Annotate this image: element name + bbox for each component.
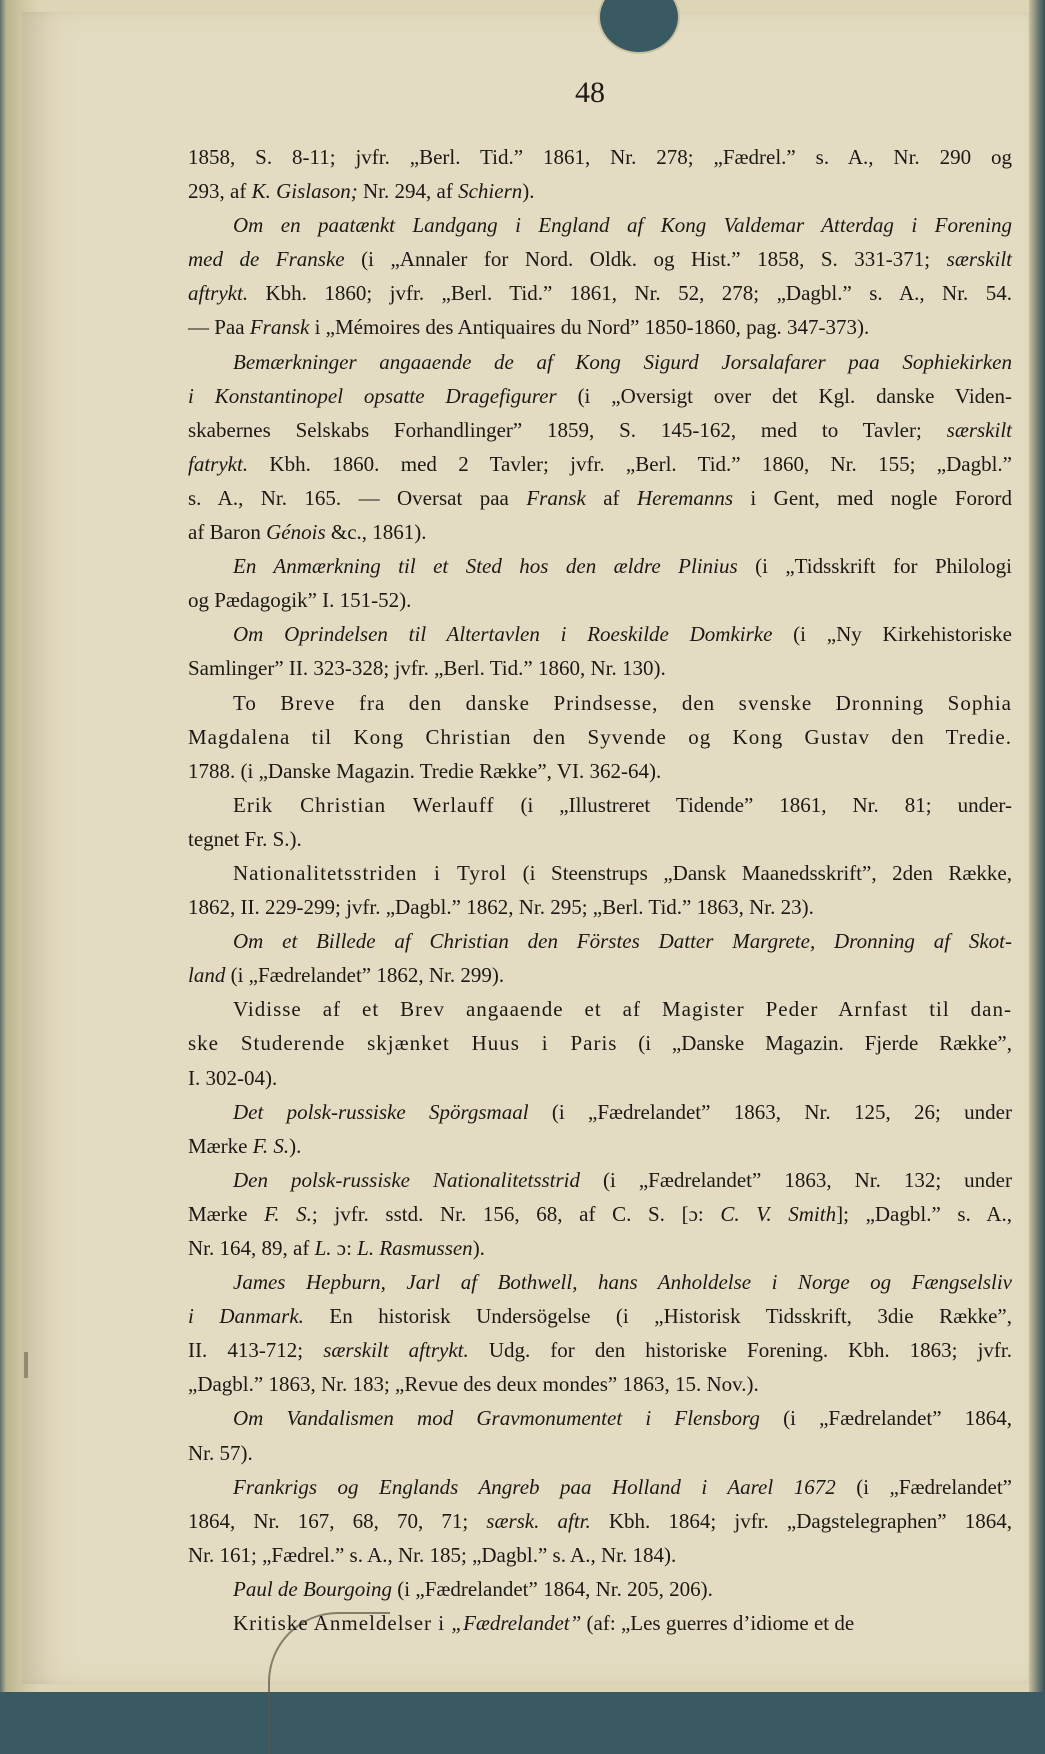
text-line xyxy=(188,958,1012,992)
text-run: Nr. 164, 89, af xyxy=(188,1236,315,1260)
text-line xyxy=(188,822,1012,856)
text-line xyxy=(188,754,1012,788)
italic-title: særskilt xyxy=(946,417,1012,442)
page-edge xyxy=(1029,0,1045,1692)
text-line xyxy=(188,1504,1012,1538)
text-run: (i Steenstrups „Dansk Maanedsskrift”, 2den Række, xyxy=(507,860,1013,885)
text-run: 1788. (i „Danske Magazin. Tredie Række”, VI. 362-64). xyxy=(188,758,662,783)
text-run: af xyxy=(585,485,637,510)
text-run: ɔ: xyxy=(331,1236,358,1260)
italic-title: i Konstantinopel opsatte Dragefigurer xyxy=(188,383,557,408)
fraktur-text: Kritiske Anmeldelser i xyxy=(233,1611,452,1636)
text-run: (i „Danske Magazin. Fjerde Række”, xyxy=(617,1031,1012,1056)
italic-title: L. Rasmussen xyxy=(357,1236,473,1260)
text-run: s. A., Nr. 165. — Oversat paa xyxy=(188,485,527,510)
text-line xyxy=(188,1061,1012,1095)
text-line xyxy=(188,345,1012,379)
italic-title: Schiern xyxy=(458,179,523,204)
text-line xyxy=(188,1606,1012,1640)
italic-title: Det polsk-russiske Spörgsmaal xyxy=(233,1099,529,1124)
text-line xyxy=(188,1572,1012,1606)
fraktur-text: Vidisse af et Brev angaaende et af Magister Peder Arnfast til dan- xyxy=(233,997,1012,1022)
text-line xyxy=(188,310,1012,344)
text-run: (i „Fædrelandet” 1864, Nr. 205, 206). xyxy=(392,1576,713,1601)
text-line xyxy=(188,1129,1012,1163)
text-line xyxy=(188,1367,1012,1401)
text-run: Nr. 57). xyxy=(188,1440,253,1465)
text-line xyxy=(188,1095,1012,1129)
italic-title: James Hepburn, Jarl af Bothwell, hans Anholdelse i Norge og Fængselsliv xyxy=(233,1270,1012,1295)
text-line xyxy=(188,1197,1012,1231)
italic-title: „Fædrelandet” xyxy=(451,1611,582,1636)
italic-title: Om en paatænkt Landgang i England af Kong Valdemar Atterdag i Forening xyxy=(233,213,1012,238)
italic-title: En Anmærkning til et Sted hos den ældre Plinius xyxy=(233,554,738,579)
text-line xyxy=(188,515,1012,549)
italic-title: i Danmark. xyxy=(188,1304,304,1329)
italic-title: Paul de Bourgoing xyxy=(233,1576,393,1601)
text-run: i Gent, med nogle Forord xyxy=(733,485,1012,510)
text-line xyxy=(188,1026,1012,1060)
text-run: II. 413-712; xyxy=(188,1338,324,1363)
italic-title: L. xyxy=(314,1236,332,1260)
fraktur-text: ske Studerende skjænket Huus i Paris xyxy=(188,1031,618,1056)
text-line xyxy=(188,856,1012,890)
text-line xyxy=(188,890,1012,924)
fraktur-text: To Breve fra den danske Prindsesse, den svenske Dronning Sophia xyxy=(233,690,1012,715)
text-run: 1862, II. 229-299; jvfr. „Dagbl.” 1862, Nr. 295; „Berl. Tid.” 1863, Nr. 23). xyxy=(188,895,814,920)
text-run: skabernes Selskabs Forhandlinger” 1859, S. 145-162, med to Tavler; xyxy=(188,417,947,442)
text-line xyxy=(188,379,1012,413)
text-line xyxy=(188,276,1012,310)
text-run: ). xyxy=(522,179,535,204)
italic-title: Om et Billede af Christian den Förstes Datter Margrete, Dronning af Skot- xyxy=(233,929,1012,954)
text-line xyxy=(188,1436,1012,1470)
text-run: Udg. for den historiske Forening. Kbh. 1863; jvfr. xyxy=(468,1338,1012,1363)
text-line xyxy=(188,208,1012,242)
text-run: (i „Tidsskrift for Philologi xyxy=(737,554,1012,579)
text-run: (i „Annaler for Nord. Oldk. og Hist.” 1858, S. 331-371; xyxy=(344,247,947,272)
text-line xyxy=(188,1231,1012,1265)
text-line xyxy=(188,174,1012,208)
text-run: (i „Fædrelandet” xyxy=(835,1474,1012,1499)
text-line xyxy=(188,583,1012,617)
text-run: (i „Fædrelandet” 1862, Nr. 299). xyxy=(225,963,505,988)
text-line xyxy=(188,1538,1012,1572)
text-line xyxy=(188,481,1012,515)
fraktur-text: Erik Christian Werlauff xyxy=(233,792,495,817)
italic-title: F. S. xyxy=(252,1133,290,1158)
italic-title: Fransk xyxy=(526,485,586,510)
text-line xyxy=(188,549,1012,583)
italic-title: med de Franske xyxy=(188,247,345,272)
italic-title: Om Oprindelsen til Altertavlen i Roeskilde Domkirke xyxy=(233,622,773,647)
text-line xyxy=(188,651,1012,685)
text-line xyxy=(188,1299,1012,1333)
italic-title: særskilt xyxy=(946,247,1012,272)
text-run: I. 302-04). xyxy=(188,1065,278,1090)
italic-title: aftrykt. xyxy=(188,281,249,306)
text-run: og Pædagogik” I. 151-52). xyxy=(188,588,412,613)
text-line xyxy=(188,1163,1012,1197)
text-line xyxy=(188,788,1012,822)
bibliography-text xyxy=(188,140,1012,1640)
text-line xyxy=(188,720,1012,754)
text-run: (i „Illustreret Tidende” 1861, Nr. 81; under- xyxy=(494,792,1012,817)
text-line xyxy=(188,242,1012,276)
italic-title: Den polsk-russiske Nationalitetsstrid xyxy=(233,1167,581,1192)
text-run: Mærke xyxy=(188,1133,253,1158)
text-run: i „Mémoires des Antiquaires du Nord” 1850-1860, pag. 347-373). xyxy=(309,315,870,340)
text-run: ). xyxy=(289,1133,302,1158)
text-run: 293, af xyxy=(188,179,252,204)
text-run: En historisk Undersögelse (i „Historisk Tidsskrift, 3die Række”, xyxy=(303,1304,1012,1329)
text-line xyxy=(188,1470,1012,1504)
italic-title: F. S. xyxy=(264,1201,312,1226)
text-run: &c., 1861). xyxy=(325,520,427,545)
italic-title: Om Vandalismen mod Gravmonumentet i Flensborg xyxy=(233,1406,760,1431)
text-run: (i „Ny Kirkehistoriske xyxy=(772,622,1012,647)
text-line xyxy=(188,140,1012,174)
italic-title: Génois xyxy=(266,520,326,545)
text-line xyxy=(188,447,1012,481)
text-run: (i „Fædrelandet” 1863, Nr. 125, 26; under xyxy=(528,1099,1012,1124)
italic-title: særskilt aftrykt. xyxy=(323,1338,469,1363)
text-run: tegnet Fr. S.). xyxy=(188,826,302,851)
italic-title: Heremanns xyxy=(636,485,734,510)
text-run: Kbh. 1864; jvfr. „Dagstelegraphen” 1864, xyxy=(590,1508,1012,1533)
text-run: (i „Fædrelandet” 1864, xyxy=(759,1406,1012,1431)
text-run: ). xyxy=(472,1236,485,1260)
italic-title: K. Gislason; xyxy=(251,179,358,204)
text-run: (i „Oversigt over det Kgl. danske Viden- xyxy=(556,383,1012,408)
fraktur-text: Magdalena til Kong Christian den Syvende og Kong Gustav den Tredie. xyxy=(188,724,1012,749)
italic-title: Frankrigs og Englands Angreb paa Holland i Aarel 1672 xyxy=(233,1474,836,1499)
text-line xyxy=(188,686,1012,720)
text-run: Kbh. 1860; jvfr. „Berl. Tid.” 1861, Nr. 52, 278; „Dagbl.” s. A., Nr. 54. xyxy=(248,281,1012,306)
text-line xyxy=(188,992,1012,1026)
text-run: (af: „Les guerres d’idiome et de xyxy=(581,1611,855,1636)
text-run: — Paa xyxy=(188,315,250,340)
text-run: ; jvfr. sstd. Nr. 156, 68, af C. S. [ɔ: xyxy=(311,1201,721,1226)
text-run: „Dagbl.” 1863, Nr. 183; „Revue des deux mondes” 1863, 15. Nov.). xyxy=(188,1372,759,1397)
text-line xyxy=(188,617,1012,651)
text-line xyxy=(188,924,1012,958)
text-run: Mærke xyxy=(188,1201,265,1226)
italic-title: land xyxy=(188,963,226,988)
margin-mark xyxy=(24,1352,28,1378)
text-run: 1858, S. 8-11; jvfr. „Berl. Tid.” 1861, Nr. 278; „Fædrel.” s. A., Nr. 290 og xyxy=(188,145,1012,169)
text-line xyxy=(188,1333,1012,1367)
text-run: af Baron xyxy=(188,520,267,545)
italic-title: Bemærkninger angaaende de af Kong Sigurd Jorsalafarer paa Sophiekirken xyxy=(233,349,1012,374)
italic-title: Fransk xyxy=(249,315,310,340)
text-run: 1864, Nr. 167, 68, 70, 71; xyxy=(188,1508,487,1533)
text-run: (i „Fædrelandet” 1863, Nr. 132; under xyxy=(580,1167,1012,1192)
text-run: Nr. 294, af xyxy=(357,179,459,204)
italic-title: C. V. Smith xyxy=(720,1201,837,1226)
fraktur-text: Nationalitetsstriden i Tyrol xyxy=(233,860,508,885)
text-run: Samlinger” II. 323-328; jvfr. „Berl. Tid.” 1860, Nr. 130). xyxy=(188,656,666,681)
italic-title: fatrykt. xyxy=(188,451,249,476)
text-line xyxy=(188,413,1012,447)
page-number: 48 xyxy=(575,76,605,109)
italic-title: særsk. aftr. xyxy=(486,1508,591,1533)
text-line xyxy=(188,1265,1012,1299)
text-run: Kbh. 1860. med 2 Tavler; jvfr. „Berl. Tid.” 1860, Nr. 155; „Dagbl.” xyxy=(248,451,1012,476)
text-run: ]; „Dagbl.” s. A., xyxy=(836,1201,1012,1226)
text-line xyxy=(188,1401,1012,1435)
text-run: Nr. 161; „Fædrel.” s. A., Nr. 185; „Dagbl.” s. A., Nr. 184). xyxy=(188,1542,677,1567)
